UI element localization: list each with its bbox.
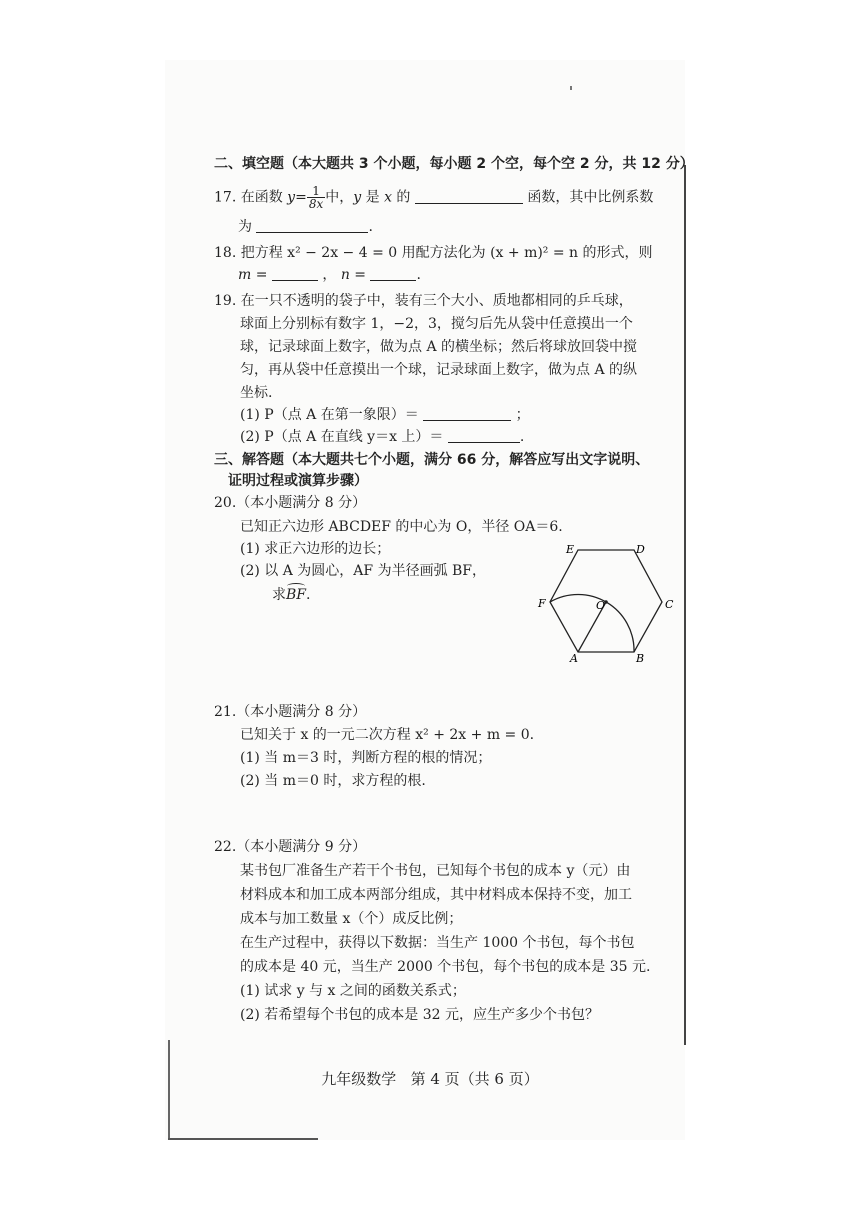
question-text: 是 [365,189,380,206]
question-number: 19. [214,293,237,309]
binding-rule [684,165,686,1045]
question-number: 18. [214,245,237,261]
math-label: m = [238,267,268,283]
section-title: 三、解答题（本大题共七个小题，满分 66 分，解答应写出文字说明、 [214,452,650,468]
scan-edge [168,1040,170,1140]
math-op: = [295,189,307,206]
question-19-line: 坐标. [240,385,273,401]
question-text: 为 [238,219,252,235]
answer-blank[interactable] [448,428,520,443]
punctuation: . [306,587,311,603]
question-text: 中， [325,189,354,206]
question-sub: (1) 求正六边形的边长； [240,541,391,557]
answer-blank[interactable] [370,266,416,281]
question-text: 成本与加工数量 x（个）成反比例； [240,911,463,927]
page-footer: 九年级数学 第 4 页（共 6 页） [321,1070,539,1088]
question-sub: (1) 试求 y 与 x 之间的函数关系式； [240,983,466,999]
question-text: 材料成本和加工成本两部分组成，其中材料成本保持不变，加工 [240,887,632,903]
question-number: 17. [214,189,237,206]
question-17-line1 [214,185,653,210]
question-text: 已知正六边形 ABCDEF 的中心为 O，半径 OA＝6. [240,519,563,535]
answer-blank[interactable] [256,218,368,233]
punctuation: . [368,219,373,235]
question-21-head: 21.（本小题满分 8 分） [214,704,367,720]
question-19-line: 匀，再从袋中任意摸出一个球，记录球面上数字，做为点 A 的纵 [240,362,638,378]
question-text: 某书包厂准备生产若干个书包，已知每个书包的成本 y（元）由 [240,863,631,879]
question-sub: (2) 以 A 为圆心，AF 为半径画弧 BF， [240,563,487,579]
question-19-line: 球面上分别标有数字 1，−2，3，搅匀后先从袋中任意摸出一个 [240,316,633,332]
label-a: A [570,652,578,665]
answer-blank[interactable] [423,406,511,421]
section-title: 二、填空题（本大题共 3 个小题，每小题 2 个空，每个空 2 分，共 12 分） [214,156,694,172]
label-b: B [636,652,645,665]
question-18-line2 [238,266,421,284]
label-c: C [665,598,674,611]
question-text: (2) P（点 A 在直线 y＝x 上）＝ [240,429,444,445]
punctuation: . [519,429,525,445]
hexagon-figure [530,540,680,670]
question-text: 在一只不透明的袋子中，装有三个大小、质地都相同的乒乓球， [240,293,633,309]
question-sub-cont [272,586,310,604]
question-19-line: 球，记录球面上数字，做为点 A 的横坐标；然后将球放回袋中搅 [240,339,638,355]
question-17-line2 [238,218,373,236]
punctuation: . [416,267,421,283]
punctuation: ； [515,407,530,423]
question-18-line1 [214,244,653,262]
label-e: E [566,543,575,556]
punctuation: ， [322,267,337,283]
question-19-sub2 [240,428,524,446]
question-sub: (2) 若希望每个书包的成本是 32 元，应生产多少个书包？ [240,1007,599,1023]
fraction-denominator: 8x [308,197,324,211]
question-text: 已知关于 x 的一元二次方程 x² + 2x + m = 0. [240,727,535,743]
fraction-numerator: 1 [307,185,325,198]
question-text: (1) P（点 A 在第一象限）＝ [240,407,419,423]
section-title-cont: 证明过程或演算步骤） [228,473,368,489]
question-text: 的 [396,189,411,206]
fraction [307,185,325,210]
question-19-line1 [214,292,633,310]
math-var: x [384,189,392,206]
question-text: 在生产过程中，获得以下数据：当生产 1000 个书包，每个书包 [240,935,635,951]
math-label: n = [340,267,367,283]
label-d: D [636,543,645,556]
question-22-head: 22.（本小题满分 9 分） [214,839,367,855]
scan-mark [570,86,572,90]
label-f: F [538,597,546,610]
question-sub: (2) 当 m＝0 时，求方程的根. [240,773,426,789]
question-text: 函数，其中比例系数 [527,189,654,206]
math-var: y [353,189,362,206]
math-var: y [287,189,296,206]
label-o: O [596,599,606,612]
question-text: 把方程 x² − 2x − 4 = 0 用配方法化为 (x + m)² = n 的形式，则 [240,245,653,261]
answer-blank[interactable] [415,189,523,204]
question-sub: (1) 当 m＝3 时，判断方程的根的情况； [240,750,492,766]
scan-edge [168,1138,318,1140]
question-text: 的成本是 40 元，当生产 2000 个书包，每个书包的成本是 35 元. [240,959,651,975]
question-text: 在函数 [240,189,283,206]
question-text: 求 [272,587,286,603]
answer-blank[interactable] [272,266,318,281]
question-19-sub1 [240,406,530,424]
question-20-head: 20.（本小题满分 8 分） [214,495,367,511]
arc-label: BF [286,587,307,603]
